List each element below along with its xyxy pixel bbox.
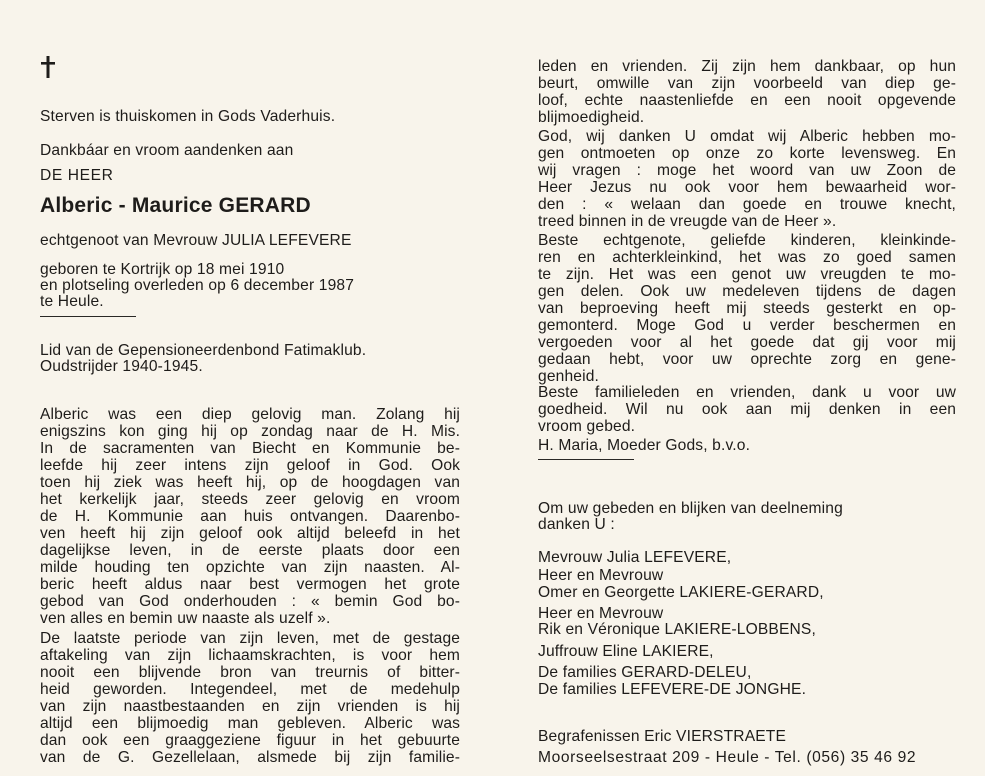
veteran-line: Oudstrijder 1940-1945. (40, 358, 203, 375)
family-entry: Mevrouw Julia LEFEVERE, (538, 549, 732, 566)
death-line: en plotseling overleden op 6 december 1987 (40, 277, 355, 294)
text-line: nooit een blijvende bron van treurnis of bitter- (40, 664, 460, 681)
deceased-name: Alberic - Maurice GERARD (40, 194, 311, 217)
undertaker-line: Begrafenissen Eric VIERSTRAETE (538, 728, 787, 745)
text-line: toen hij ziek was heeft hij, op de hoogdagen van (40, 474, 460, 491)
text-line: God, wij danken U omdat wij Alberic hebben mo- (538, 128, 956, 145)
place-line: te Heule. (40, 293, 104, 310)
text-line: leefde hij zeer intens zijn geloof in God. Ook (40, 457, 460, 474)
text-line: Heer Jezus nu ook voor hem bewaarheid wor- (538, 179, 956, 196)
text-line: wij vragen : moge het woord van uw Zoon de (538, 162, 956, 179)
text-line: dan ook een graaggeziene figuur in het gebuurte (40, 732, 460, 749)
text-line: gen ontmoeten op onze zo korte levensweg. En (538, 145, 956, 162)
text-line: van beproeving heeft mij steeds gesterkt en op- (538, 300, 956, 317)
text-line: treed binnen in de vreugde van de Heer ». (538, 213, 837, 230)
text-line: van zijn naastbestaanden en zijn vrienden is hij (40, 698, 460, 715)
text-line: enigszins kon ging hij op zondag naar de H. Mis. (40, 423, 460, 440)
text-line: altijd een blijmoedig man gebleven. Alberic was (40, 715, 460, 732)
text-line: goedheid. Wil nu ook aan mij denken in een (538, 401, 956, 418)
text-line: aftakeling van zijn lichaamskrachten, is voor hem (40, 647, 460, 664)
text-line: ven heeft hij zijn geloof ook altijd beleefd in het (40, 525, 460, 542)
address-line: Moorseelsestraat 209 - Heule - Tel. (056) 35 46 92 (538, 749, 917, 766)
honorific: DE HEER (40, 167, 114, 184)
prayer-line: H. Maria, Moeder Gods, b.v.o. (538, 437, 751, 454)
text-line: leden en vrienden. Zij zijn hem dankbaar, op hun (538, 58, 956, 75)
family-entry: De families LEFEVERE-DE JONGHE. (538, 681, 807, 698)
cross-icon (40, 56, 56, 78)
text-line: dagelijkse leven, in de eerste plaats door een (40, 542, 460, 559)
text-line: gebod van God onderhouden : « bemin God bo- (40, 593, 460, 610)
family-entry: Heer en Mevrouw (538, 605, 664, 622)
text-line: beric heeft aldus naar best vermogen het grote (40, 576, 460, 593)
text-line: ven alles en bemin uw naaste als uzelf ». (40, 610, 331, 627)
text-line: vroom gebed. (538, 418, 636, 435)
text-line: van de G. Gezellelaan, alsmede bij zijn familie- (40, 749, 460, 766)
text-line: genheid. (538, 368, 600, 385)
family-entry: Heer en Mevrouw (538, 567, 664, 584)
text-line: vergoeden voor al het goede dat gij voor mij (538, 334, 956, 351)
text-line: beurt, omwille van zijn voorbeeld van diep ge- (538, 75, 956, 92)
text-line: gedaan hebt, voor uw oprechte zorg en gene- (538, 351, 956, 368)
thanks-line-2: danken U : (538, 516, 615, 533)
text-line: In de sacramenten van Biecht en Kommunie be- (40, 440, 460, 457)
text-line: Beste echtgenote, geliefde kinderen, kleinkinde- (538, 232, 956, 249)
text-line: de H. Kommunie aan huis ontvangen. Daarenbo- (40, 508, 460, 525)
text-line: loof, echte naastenliefde en een nooit opgevende (538, 92, 956, 109)
family-entry: Juffrouw Eline LAKIERE, (538, 643, 714, 660)
text-line: het kerkelijk jaar, steeds zeer gelovig en vroom (40, 491, 460, 508)
text-line: heid geworden. Integendeel, met de medehulp (40, 681, 460, 698)
text-line: De laatste periode van zijn leven, met de gestage (40, 630, 460, 647)
intro-text: Dankbáar en vroom aandenken aan (40, 142, 294, 159)
spouse-line: echtgenoot van Mevrouw JULIA LEFEVERE (40, 232, 352, 249)
text-line: gemonterd. Moge God u verder beschermen en (538, 317, 956, 334)
membership-line: Lid van de Gepensioneerdenbond Fatimaklub. (40, 342, 367, 359)
text-line: den : « welaan dan goede en trouwe knecht, (538, 196, 956, 213)
text-line: Beste familieleden en vrienden, dank u voor uw (538, 384, 956, 401)
quote-text: Sterven is thuiskomen in Gods Vaderhuis. (40, 108, 336, 125)
birth-line: geboren te Kortrijk op 18 mei 1910 (40, 261, 285, 278)
family-entry: Rik en Véronique LAKIERE-LOBBENS, (538, 621, 816, 638)
text-line: blijmoedigheid. (538, 109, 645, 126)
text-line: ren en achterkleinkind, het was zo goed samen (538, 249, 956, 266)
text-line: milde houding ten opzichte van zijn naasten. Al- (40, 559, 460, 576)
thanks-line: Om uw gebeden en blijken van deelneming (538, 500, 843, 517)
text-line: Alberic was een diep gelovig man. Zolang hij (40, 406, 460, 423)
divider (538, 459, 634, 460)
text-line: gen delen. Ook uw medeleven tijdens de dagen (538, 283, 956, 300)
family-entry: De families GERARD-DELEU, (538, 664, 752, 681)
family-entry: Omer en Georgette LAKIERE-GERARD, (538, 584, 824, 601)
text-line: te zijn. Het was een genot uw vreugden te mo- (538, 266, 956, 283)
divider (40, 316, 136, 317)
